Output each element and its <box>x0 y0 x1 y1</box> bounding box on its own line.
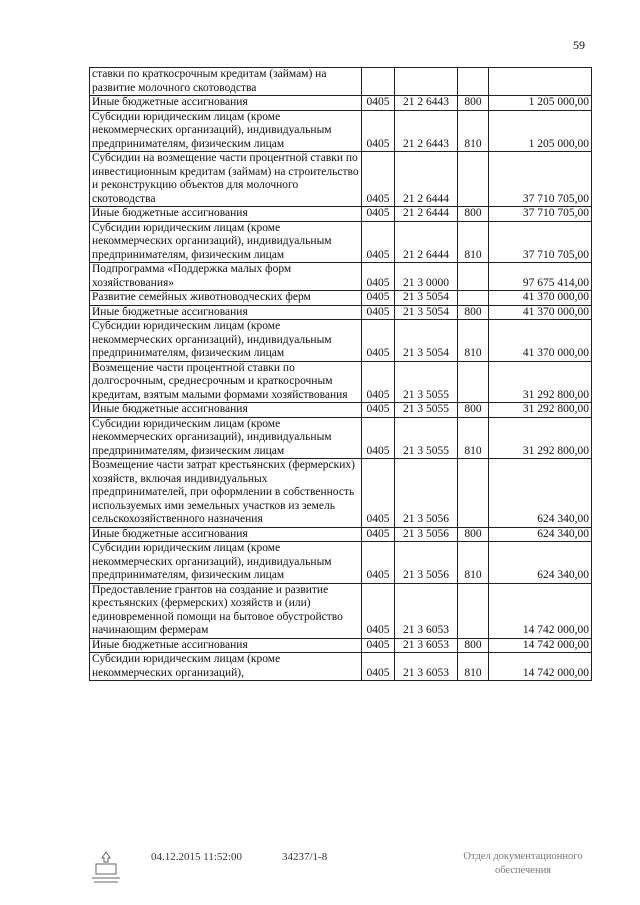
cell-target: 21 2 6443 <box>394 96 458 111</box>
table-row <box>90 403 592 418</box>
cell-name: Иные бюджетные ассигнования <box>90 96 362 111</box>
cell-expense-type <box>458 361 488 403</box>
cell-expense-type <box>458 263 488 291</box>
cell-expense-type: 800 <box>458 96 488 111</box>
cell-name: Возмещение части процентной ставки по долгосрочным, среднесрочным и краткосрочным кредитам, взятым малыми формами хозяйствования <box>90 361 362 403</box>
cell-section: 0405 <box>362 653 394 681</box>
table-row <box>90 221 592 263</box>
cell-expense-type: 810 <box>458 542 488 584</box>
department-stamp: Отдел документационного обеспечения <box>463 851 583 876</box>
table-row <box>90 96 592 111</box>
cell-name: Иные бюджетные ассигнования <box>90 207 362 222</box>
cell-section: 0405 <box>362 221 394 263</box>
table-row <box>90 361 592 403</box>
table-row <box>90 527 592 542</box>
table-row <box>90 459 592 528</box>
cell-amount: 14 742 000,00 <box>488 653 591 681</box>
cell-expense-type: 800 <box>458 527 488 542</box>
cell-amount: 37 710 705,00 <box>488 152 591 207</box>
table-row <box>90 291 592 306</box>
cell-expense-type: 800 <box>458 207 488 222</box>
table-row <box>90 110 592 152</box>
cell-section: 0405 <box>362 583 394 638</box>
table-row <box>90 417 592 459</box>
table-row <box>90 263 592 291</box>
cell-expense-type: 800 <box>458 638 488 653</box>
cell-expense-type: 810 <box>458 417 488 459</box>
cell-name: Субсидии на возмещение части процентной ставки по инвестиционным кредитам (займам) на строительство и реконструкцию объектов для молочного скотоводства <box>90 152 362 207</box>
cell-amount: 97 675 414,00 <box>488 263 591 291</box>
cell-amount: 31 292 800,00 <box>488 361 591 403</box>
cell-expense-type: 800 <box>458 403 488 418</box>
cell-amount: 41 370 000,00 <box>488 320 591 362</box>
cell-section: 0405 <box>362 207 394 222</box>
cell-section: 0405 <box>362 96 394 111</box>
cell-expense-type <box>458 68 488 96</box>
cell-amount: 624 340,00 <box>488 459 591 528</box>
cell-target: 21 2 6443 <box>394 110 458 152</box>
cell-amount: 41 370 000,00 <box>488 291 591 306</box>
cell-target: 21 3 5054 <box>394 320 458 362</box>
footer-datetime: 04.12.2015 11:52:00 <box>151 851 242 863</box>
cell-section: 0405 <box>362 305 394 320</box>
cell-amount: 37 710 705,00 <box>488 207 591 222</box>
emblem-logo <box>86 848 126 888</box>
cell-section: 0405 <box>362 320 394 362</box>
cell-expense-type: 810 <box>458 221 488 263</box>
cell-expense-type <box>458 291 488 306</box>
cell-name: Иные бюджетные ассигнования <box>90 305 362 320</box>
cell-section: 0405 <box>362 527 394 542</box>
cell-amount <box>488 68 591 96</box>
cell-amount: 37 710 705,00 <box>488 221 591 263</box>
cell-target: 21 3 5056 <box>394 542 458 584</box>
cell-amount: 1 205 000,00 <box>488 110 591 152</box>
table-row <box>90 638 592 653</box>
cell-section: 0405 <box>362 638 394 653</box>
cell-target: 21 3 5056 <box>394 527 458 542</box>
cell-section: 0405 <box>362 110 394 152</box>
cell-expense-type: 800 <box>458 305 488 320</box>
table-row <box>90 68 592 96</box>
table-row <box>90 207 592 222</box>
cell-section <box>362 68 394 96</box>
budget-table <box>89 67 592 681</box>
cell-name: Субсидии юридическим лицам (кроме некоммерческих организаций), индивидуальным предпринимателям, физическим лицам <box>90 110 362 152</box>
cell-target: 21 3 5055 <box>394 417 458 459</box>
cell-target: 21 3 6053 <box>394 638 458 653</box>
cell-section: 0405 <box>362 263 394 291</box>
cell-amount: 1 205 000,00 <box>488 96 591 111</box>
cell-name: Субсидии юридическим лицам (кроме некоммерческих организаций), <box>90 653 362 681</box>
cell-expense-type: 810 <box>458 110 488 152</box>
cell-expense-type: 810 <box>458 320 488 362</box>
cell-name: Субсидии юридическим лицам (кроме некоммерческих организаций), индивидуальным предпринимателям, физическим лицам <box>90 221 362 263</box>
cell-name: Развитие семейных животноводческих ферм <box>90 291 362 306</box>
cell-expense-type <box>458 459 488 528</box>
footer-doc-number: 34237/1-8 <box>282 851 328 863</box>
cell-expense-type <box>458 152 488 207</box>
cell-target: 21 2 6444 <box>394 221 458 263</box>
cell-target <box>394 68 458 96</box>
cell-amount: 624 340,00 <box>488 527 591 542</box>
cell-name: Возмещение части затрат крестьянских (фермерских) хозяйств, включая индивидуальных предпринимателей, при оформлении в собственность используемых ими земельных участков из земель сельскохозяйственного назначения <box>90 459 362 528</box>
cell-target: 21 3 6053 <box>394 653 458 681</box>
cell-name: Иные бюджетные ассигнования <box>90 527 362 542</box>
cell-amount: 14 742 000,00 <box>488 638 591 653</box>
cell-name: Иные бюджетные ассигнования <box>90 403 362 418</box>
cell-section: 0405 <box>362 403 394 418</box>
cell-name: ставки по краткосрочным кредитам (займам) на развитие молочного скотоводства <box>90 68 362 96</box>
table-row <box>90 583 592 638</box>
table-row <box>90 305 592 320</box>
cell-target: 21 2 6444 <box>394 152 458 207</box>
cell-target: 21 3 5054 <box>394 305 458 320</box>
cell-section: 0405 <box>362 152 394 207</box>
cell-amount: 41 370 000,00 <box>488 305 591 320</box>
cell-name: Подпрограмма «Поддержка малых форм хозяйствования» <box>90 263 362 291</box>
cell-target: 21 2 6444 <box>394 207 458 222</box>
cell-amount: 14 742 000,00 <box>488 583 591 638</box>
cell-section: 0405 <box>362 459 394 528</box>
cell-amount: 624 340,00 <box>488 542 591 584</box>
table-row <box>90 152 592 207</box>
cell-target: 21 3 5056 <box>394 459 458 528</box>
cell-name: Иные бюджетные ассигнования <box>90 638 362 653</box>
table-row <box>90 320 592 362</box>
budget-table-body <box>90 68 592 681</box>
cell-section: 0405 <box>362 291 394 306</box>
page-number: 59 <box>573 38 585 52</box>
cell-section: 0405 <box>362 542 394 584</box>
cell-target: 21 3 5055 <box>394 403 458 418</box>
table-row <box>90 542 592 584</box>
cell-expense-type: 810 <box>458 653 488 681</box>
cell-section: 0405 <box>362 361 394 403</box>
cell-target: 21 3 6053 <box>394 583 458 638</box>
cell-target: 21 3 5055 <box>394 361 458 403</box>
cell-name: Субсидии юридическим лицам (кроме некоммерческих организаций), индивидуальным предпринимателям, физическим лицам <box>90 320 362 362</box>
cell-target: 21 3 5054 <box>394 291 458 306</box>
table-row <box>90 653 592 681</box>
cell-expense-type <box>458 583 488 638</box>
cell-name: Субсидии юридическим лицам (кроме некоммерческих организаций), индивидуальным предпринимателям, физическим лицам <box>90 542 362 584</box>
cell-name: Предоставление грантов на создание и развитие крестьянских (фермерских) хозяйств и (или) единовременной помощи на бытовое обустройство начинающим фермерам <box>90 583 362 638</box>
cell-section: 0405 <box>362 417 394 459</box>
cell-amount: 31 292 800,00 <box>488 417 591 459</box>
cell-name: Субсидии юридическим лицам (кроме некоммерческих организаций), индивидуальным предпринимателям, физическим лицам <box>90 417 362 459</box>
cell-target: 21 3 0000 <box>394 263 458 291</box>
cell-amount: 31 292 800,00 <box>488 403 591 418</box>
